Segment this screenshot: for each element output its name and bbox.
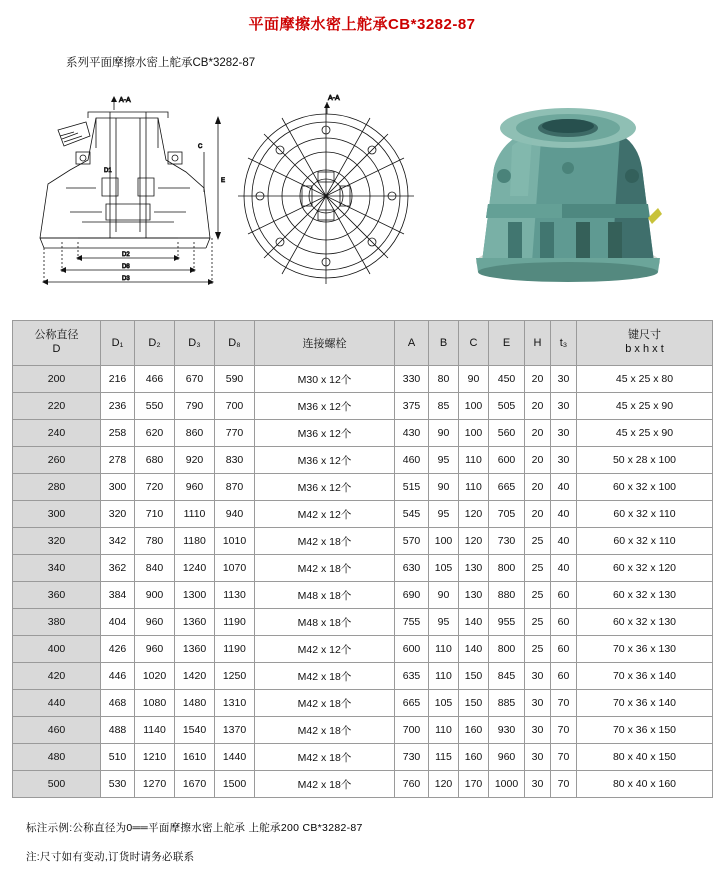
svg-text:D3: D3 (122, 276, 130, 282)
table-row (13, 663, 713, 690)
cell-d: 400 (13, 636, 101, 663)
cell-e: 800 (489, 555, 525, 582)
dimension-change-note: 注:尺寸如有变动,订货时请务必联系 (26, 851, 195, 863)
cell-t3: 40 (551, 501, 577, 528)
table-row (13, 636, 713, 663)
cell-d1: 278 (101, 447, 135, 474)
cell-d: 420 (13, 663, 101, 690)
cell-bolts: M42 x 18个 (255, 528, 395, 555)
cell-d: 460 (13, 717, 101, 744)
cell-d3: 1360 (175, 636, 215, 663)
cell-h: 20 (525, 393, 551, 420)
cell-d1: 426 (101, 636, 135, 663)
cell-t3: 60 (551, 636, 577, 663)
cell-d8: 940 (215, 501, 255, 528)
cell-key: 80 x 40 x 160 (577, 771, 713, 798)
cell-d8: 700 (215, 393, 255, 420)
cell-d3: 1240 (175, 555, 215, 582)
cell-bolts: M30 x 12个 (255, 366, 395, 393)
cell-bolts: M48 x 18个 (255, 609, 395, 636)
cell-b: 95 (429, 609, 459, 636)
cell-d3: 1300 (175, 582, 215, 609)
cell-d8: 1250 (215, 663, 255, 690)
cell-d2: 960 (135, 609, 175, 636)
header-a: A (395, 321, 429, 366)
cell-a: 375 (395, 393, 429, 420)
cell-h: 20 (525, 366, 551, 393)
table-row (13, 744, 713, 771)
cell-bolts: M36 x 12个 (255, 420, 395, 447)
cell-bolts: M42 x 18个 (255, 717, 395, 744)
cell-e: 730 (489, 528, 525, 555)
cell-key: 60 x 32 x 110 (577, 501, 713, 528)
cell-c: 100 (459, 420, 489, 447)
cell-d8: 870 (215, 474, 255, 501)
cell-d2: 900 (135, 582, 175, 609)
spec-table (12, 320, 713, 798)
svg-text:A-A: A-A (328, 95, 340, 102)
cell-t3: 70 (551, 717, 577, 744)
cell-b: 95 (429, 447, 459, 474)
cell-b: 110 (429, 717, 459, 744)
cell-t3: 70 (551, 744, 577, 771)
cell-d8: 1190 (215, 609, 255, 636)
cell-d: 280 (13, 474, 101, 501)
cell-bolts: M36 x 12个 (255, 447, 395, 474)
svg-text:D1: D1 (104, 168, 112, 174)
cell-d8: 1440 (215, 744, 255, 771)
cell-t3: 30 (551, 420, 577, 447)
cell-c: 170 (459, 771, 489, 798)
cell-d3: 920 (175, 447, 215, 474)
cell-h: 25 (525, 582, 551, 609)
cell-h: 30 (525, 744, 551, 771)
cell-d8: 1070 (215, 555, 255, 582)
header-key-main: 键尺寸 (628, 329, 661, 342)
cell-t3: 30 (551, 393, 577, 420)
cell-bolts: M42 x 18个 (255, 663, 395, 690)
cell-a: 600 (395, 636, 429, 663)
cell-d8: 590 (215, 366, 255, 393)
cell-d: 320 (13, 528, 101, 555)
cell-d2: 960 (135, 636, 175, 663)
cell-t3: 30 (551, 366, 577, 393)
cell-bolts: M48 x 18个 (255, 582, 395, 609)
cell-c: 120 (459, 528, 489, 555)
cell-a: 330 (395, 366, 429, 393)
cell-d1: 446 (101, 663, 135, 690)
table-row (13, 582, 713, 609)
table-header-row (13, 321, 713, 366)
table-row (13, 474, 713, 501)
cell-b: 100 (429, 528, 459, 555)
cell-d3: 860 (175, 420, 215, 447)
cell-c: 90 (459, 366, 489, 393)
cell-e: 885 (489, 690, 525, 717)
cell-a: 630 (395, 555, 429, 582)
cell-c: 160 (459, 744, 489, 771)
cell-d2: 1210 (135, 744, 175, 771)
cell-d3: 1540 (175, 717, 215, 744)
plan-drawing-svg (232, 88, 422, 288)
cell-h: 25 (525, 636, 551, 663)
cell-d1: 236 (101, 393, 135, 420)
cell-b: 120 (429, 771, 459, 798)
cell-c: 140 (459, 636, 489, 663)
cell-d: 260 (13, 447, 101, 474)
product-photo-svg (452, 76, 682, 294)
header-b: B (429, 321, 459, 366)
cell-bolts: M42 x 18个 (255, 771, 395, 798)
cell-t3: 40 (551, 555, 577, 582)
cell-d2: 466 (135, 366, 175, 393)
header-d1: D₁ (101, 321, 135, 366)
cell-d1: 300 (101, 474, 135, 501)
page-subtitle: 系列平面摩擦水密上舵承CB*3282-87 (66, 57, 256, 69)
table-row (13, 393, 713, 420)
cell-e: 930 (489, 717, 525, 744)
header-t3: t₃ (551, 321, 577, 366)
table-row (13, 420, 713, 447)
spec-table-wrap (12, 320, 712, 798)
cell-d8: 1370 (215, 717, 255, 744)
cell-d: 360 (13, 582, 101, 609)
cell-a: 755 (395, 609, 429, 636)
cell-d2: 1020 (135, 663, 175, 690)
cell-key: 45 x 25 x 80 (577, 366, 713, 393)
cell-a: 570 (395, 528, 429, 555)
cell-c: 130 (459, 582, 489, 609)
cell-b: 105 (429, 690, 459, 717)
cell-b: 115 (429, 744, 459, 771)
svg-text:D8: D8 (122, 264, 130, 270)
cell-c: 120 (459, 501, 489, 528)
cell-key: 70 x 36 x 150 (577, 717, 713, 744)
cell-d: 300 (13, 501, 101, 528)
cell-t3: 70 (551, 771, 577, 798)
cell-h: 20 (525, 447, 551, 474)
cell-bolts: M36 x 12个 (255, 393, 395, 420)
cell-bolts: M42 x 18个 (255, 690, 395, 717)
cell-d3: 1610 (175, 744, 215, 771)
cell-d: 440 (13, 690, 101, 717)
cell-e: 505 (489, 393, 525, 420)
cell-c: 110 (459, 474, 489, 501)
cell-d1: 404 (101, 609, 135, 636)
svg-text:E: E (221, 178, 226, 184)
table-row (13, 771, 713, 798)
cell-h: 30 (525, 771, 551, 798)
cell-d: 500 (13, 771, 101, 798)
cell-d8: 1010 (215, 528, 255, 555)
cell-key: 80 x 40 x 150 (577, 744, 713, 771)
cell-e: 845 (489, 663, 525, 690)
cell-e: 705 (489, 501, 525, 528)
cell-bolts: M42 x 12个 (255, 636, 395, 663)
cell-b: 80 (429, 366, 459, 393)
cell-d2: 710 (135, 501, 175, 528)
cell-d1: 384 (101, 582, 135, 609)
cell-d8: 1500 (215, 771, 255, 798)
cell-bolts: M42 x 12个 (255, 501, 395, 528)
cell-key: 60 x 32 x 130 (577, 582, 713, 609)
header-key (577, 321, 713, 366)
cell-d1: 342 (101, 528, 135, 555)
cell-b: 90 (429, 420, 459, 447)
cell-c: 150 (459, 663, 489, 690)
cell-t3: 40 (551, 474, 577, 501)
cell-key: 70 x 36 x 140 (577, 690, 713, 717)
cell-e: 450 (489, 366, 525, 393)
cell-d: 220 (13, 393, 101, 420)
cell-e: 665 (489, 474, 525, 501)
cell-key: 45 x 25 x 90 (577, 420, 713, 447)
cell-t3: 40 (551, 528, 577, 555)
cell-d8: 770 (215, 420, 255, 447)
cell-key: 70 x 36 x 140 (577, 663, 713, 690)
cell-c: 140 (459, 609, 489, 636)
cell-d1: 216 (101, 366, 135, 393)
cell-d3: 960 (175, 474, 215, 501)
cell-d1: 362 (101, 555, 135, 582)
cell-t3: 60 (551, 663, 577, 690)
header-d2: D₂ (135, 321, 175, 366)
cell-d2: 1270 (135, 771, 175, 798)
cell-t3: 30 (551, 447, 577, 474)
header-d (13, 321, 101, 366)
cell-c: 150 (459, 690, 489, 717)
header-key-sub: b x h x t (625, 343, 664, 355)
page-title: 平面摩擦水密上舵承CB*3282-87 (248, 16, 476, 33)
cell-d3: 1360 (175, 609, 215, 636)
cell-d1: 530 (101, 771, 135, 798)
cell-e: 955 (489, 609, 525, 636)
cell-b: 90 (429, 474, 459, 501)
cell-d2: 550 (135, 393, 175, 420)
cell-key: 70 x 36 x 130 (577, 636, 713, 663)
cell-d3: 670 (175, 366, 215, 393)
cell-b: 110 (429, 663, 459, 690)
cell-h: 30 (525, 717, 551, 744)
cell-d8: 830 (215, 447, 255, 474)
table-row (13, 609, 713, 636)
cell-h: 25 (525, 555, 551, 582)
cell-a: 635 (395, 663, 429, 690)
cell-c: 110 (459, 447, 489, 474)
cell-d: 380 (13, 609, 101, 636)
cell-d: 240 (13, 420, 101, 447)
cell-key: 50 x 28 x 100 (577, 447, 713, 474)
cell-d3: 1420 (175, 663, 215, 690)
table-row (13, 501, 713, 528)
cell-d1: 468 (101, 690, 135, 717)
header-e: E (489, 321, 525, 366)
cell-a: 545 (395, 501, 429, 528)
cell-key: 45 x 25 x 90 (577, 393, 713, 420)
section-drawing-svg (18, 92, 228, 297)
cell-d: 200 (13, 366, 101, 393)
table-row (13, 717, 713, 744)
cell-d: 340 (13, 555, 101, 582)
cell-d1: 488 (101, 717, 135, 744)
cell-h: 30 (525, 663, 551, 690)
product-photo (452, 76, 682, 294)
cell-a: 430 (395, 420, 429, 447)
cell-d2: 780 (135, 528, 175, 555)
cell-h: 20 (525, 420, 551, 447)
cell-key: 60 x 32 x 110 (577, 528, 713, 555)
header-d-sub: D (52, 343, 61, 355)
cell-c: 130 (459, 555, 489, 582)
figure-row (0, 76, 724, 306)
cell-b: 90 (429, 582, 459, 609)
cell-d1: 258 (101, 420, 135, 447)
cell-d2: 840 (135, 555, 175, 582)
cell-e: 960 (489, 744, 525, 771)
cell-h: 20 (525, 474, 551, 501)
cell-t3: 60 (551, 609, 577, 636)
marking-example-note: 标注示例:公称直径为0══平面摩擦水密上舵承 上舵承200 CB*3282-87 (26, 822, 363, 834)
cell-d1: 320 (101, 501, 135, 528)
cell-d2: 1140 (135, 717, 175, 744)
cell-a: 700 (395, 717, 429, 744)
table-row (13, 447, 713, 474)
cell-a: 665 (395, 690, 429, 717)
cell-b: 110 (429, 636, 459, 663)
cell-d2: 680 (135, 447, 175, 474)
cell-e: 880 (489, 582, 525, 609)
cell-d1: 510 (101, 744, 135, 771)
cell-c: 160 (459, 717, 489, 744)
table-row (13, 690, 713, 717)
cell-a: 690 (395, 582, 429, 609)
cell-d2: 1080 (135, 690, 175, 717)
cell-bolts: M42 x 18个 (255, 744, 395, 771)
cell-d2: 720 (135, 474, 175, 501)
cell-bolts: M42 x 18个 (255, 555, 395, 582)
cell-d3: 1670 (175, 771, 215, 798)
section-drawing (18, 92, 228, 302)
cell-d8: 1310 (215, 690, 255, 717)
svg-text:A-A: A-A (119, 97, 131, 104)
cell-h: 20 (525, 501, 551, 528)
cell-a: 760 (395, 771, 429, 798)
cell-b: 105 (429, 555, 459, 582)
header-d-main: 公称直径 (34, 329, 79, 342)
cell-t3: 70 (551, 690, 577, 717)
cell-d3: 1180 (175, 528, 215, 555)
cell-h: 25 (525, 528, 551, 555)
cell-a: 730 (395, 744, 429, 771)
header-d8: D₈ (215, 321, 255, 366)
cell-bolts: M36 x 12个 (255, 474, 395, 501)
table-body (13, 366, 713, 798)
cell-b: 85 (429, 393, 459, 420)
header-bolts: 连接螺栓 (255, 321, 395, 366)
cell-h: 30 (525, 690, 551, 717)
svg-text:C: C (198, 144, 203, 150)
cell-c: 100 (459, 393, 489, 420)
table-row (13, 528, 713, 555)
cell-d8: 1190 (215, 636, 255, 663)
svg-text:D2: D2 (122, 252, 130, 258)
cell-key: 60 x 32 x 100 (577, 474, 713, 501)
cell-b: 95 (429, 501, 459, 528)
header-c: C (459, 321, 489, 366)
cell-e: 600 (489, 447, 525, 474)
cell-key: 60 x 32 x 130 (577, 609, 713, 636)
table-row (13, 555, 713, 582)
cell-d3: 790 (175, 393, 215, 420)
cell-d3: 1110 (175, 501, 215, 528)
table-row (13, 366, 713, 393)
cell-h: 25 (525, 609, 551, 636)
cell-a: 515 (395, 474, 429, 501)
cell-t3: 60 (551, 582, 577, 609)
cell-d2: 620 (135, 420, 175, 447)
cell-d8: 1130 (215, 582, 255, 609)
cell-a: 460 (395, 447, 429, 474)
header-d3: D₃ (175, 321, 215, 366)
cell-key: 60 x 32 x 120 (577, 555, 713, 582)
cell-e: 560 (489, 420, 525, 447)
plan-drawing (232, 88, 422, 293)
header-h: H (525, 321, 551, 366)
cell-d3: 1480 (175, 690, 215, 717)
cell-d: 480 (13, 744, 101, 771)
cell-e: 800 (489, 636, 525, 663)
cell-e: 1000 (489, 771, 525, 798)
